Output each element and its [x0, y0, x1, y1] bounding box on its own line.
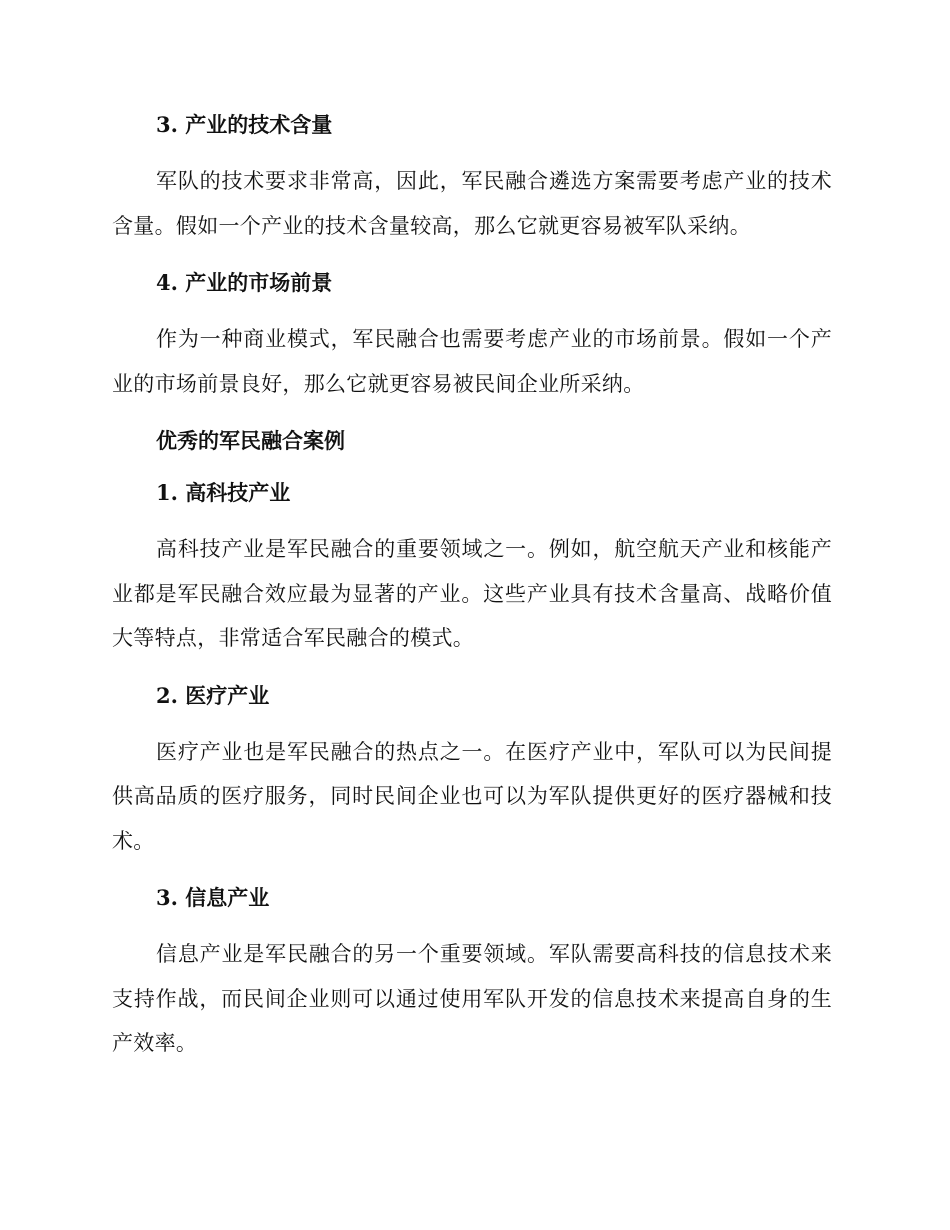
paragraph-medical: 医疗产业也是军民融合的热点之一。在医疗产业中，军队可以为民间提供高品质的医疗服务，同时民间企业也可以为军队提供更好的医疗器械和技术。: [112, 739, 832, 853]
paragraph-market-prospect: 作为一种商业模式，军民融合也需要考虑产业的市场前景。假如一个产业的市场前景良好，那么它就更容易被民间企业所采纳。: [112, 327, 832, 396]
section-heading-medical: 2. 医疗产业: [156, 682, 270, 708]
section-heading-market-prospect: 4. 产业的市场前景: [156, 270, 333, 295]
section-heading-information: 3. 信息产业: [156, 885, 270, 910]
paragraph-tech-content: 军队的技术要求非常高，因此，军民融合遴选方案需要考虑产业的技术含量。假如一个产业的技术含量较高，那么它就更容易被军队采纳。: [112, 169, 832, 238]
paragraph-high-tech: 高科技产业是军民融合的重要领域之一。例如，航空航天产业和核能产业都是军民融合效应最为显著的产业。这些产业具有技术含量高、战略价值大等特点，非常适合军民融合的模式。: [112, 537, 832, 650]
section-heading-tech-content: 3. 产业的技术含量: [156, 112, 333, 137]
paragraph-information: 信息产业是军民融合的另一个重要领域。军队需要高科技的信息技术来支持作战，而民间企业则可以通过使用军队开发的信息技术来提高自身的生产效率。: [112, 942, 832, 1055]
section-heading-high-tech: 1. 高科技产业: [156, 480, 291, 505]
section-heading-cases: 优秀的军民融合案例: [156, 428, 345, 453]
